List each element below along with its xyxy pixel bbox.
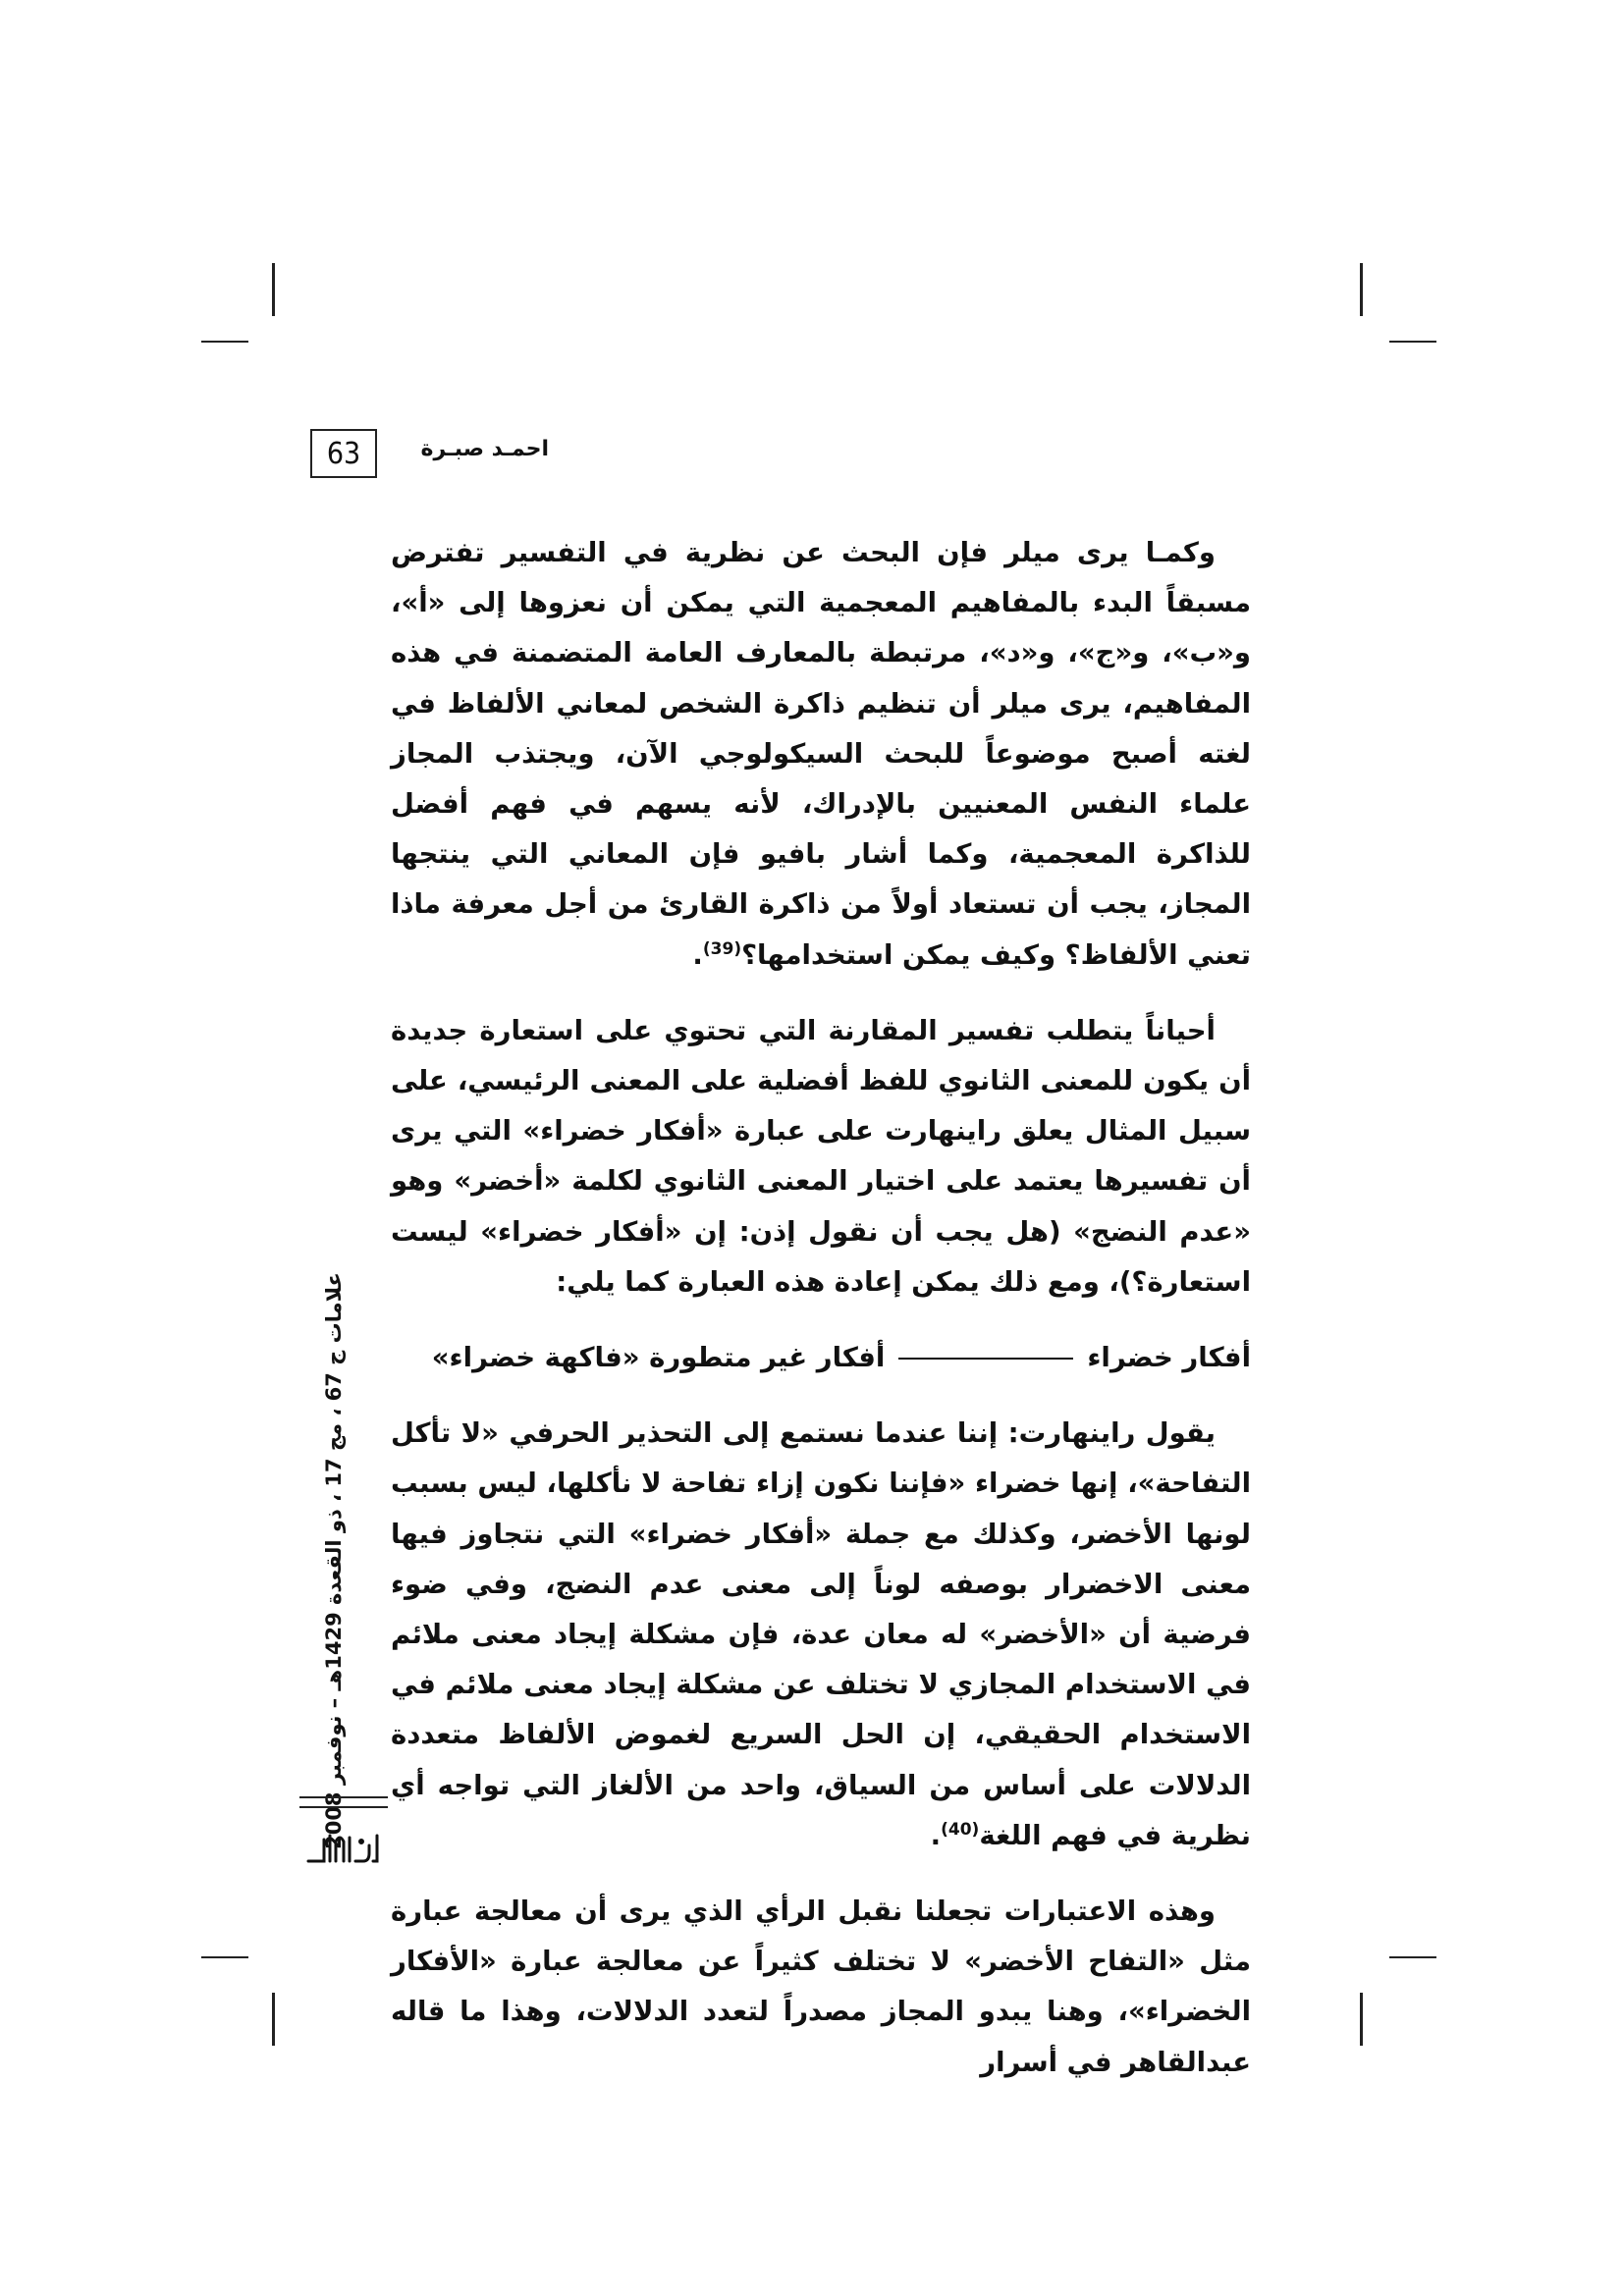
article-body [391,528,1251,2088]
crop-mark [1360,263,1363,316]
sidebar-rule [299,1796,388,1808]
example-line [391,1333,1251,1383]
example-right: أفكار خضراء [1087,1342,1251,1374]
crop-mark [1389,1956,1436,1958]
paragraph-2: أحياناً يتطلب تفسير المقارنة التي تحتوي على استعارة جديدة أن يكون للمعنى الثانوي للفظ أفضلية على المعنى الرئيسي، على سبيل المثال يعلق راينهارت على عبارة «أفكار خضراء» التي يرى أن تفسيرها يعتمد على اختيار المعنى الثانوي لكلمة «أخضر» وهو «عدم النضج» (هل يجب أن نقول إذن: إن «أفكار خضراء» ليست استعارة؟)، ومع ذلك يمكن إعادة هذه العبارة كما يلي: [391,1014,1251,1298]
example-dash [898,1358,1073,1360]
crop-mark [1389,341,1436,343]
paragraph-3: يقول راينهارت: إننا عندما نستمع إلى التحذير الحرفي «لا تأكل التفاحة»، إنها خضراء «فإننا نكون إزاء تفاحة لا نأكلها، ليس بسبب لونها الأخضر، وكذلك مع جملة «أفكار خضراء» التي نتجاوز فيها معنى الاخضرار بوصفه لوناً إلى معنى عدم النضج، وفي ضوء فرضية أن «الأخضر» له معان عدة، فإن مشكلة إيجاد معنى ملائم في الاستخدام المجازي لا تختلف عن مشكلة إيجاد معنى ملائم في الاستخدام الحقيقي، إن الحل السريع لغموض الألفاظ متعددة الدلالات على أساس من السياق، واحد من الألغاز التي تواجه أي نظرية في فهم اللغة$^{(40)}$. [391,1417,1251,1851]
footnote-ref-40: (40) [941,1819,980,1840]
journal-logo-icon [304,1828,381,1869]
page-number: 63 [310,429,377,478]
running-header-author: احمـد صبـرة [420,437,549,461]
footnote-ref-39: (39) [702,938,742,959]
crop-mark [1360,1993,1363,2046]
crop-mark [201,1956,248,1958]
crop-mark [272,263,275,316]
journal-issue-line: علامات ج 67 ، مج 17 ، ذو القعدة 1429هـ – نوفمبر 2008 [322,1272,346,1849]
example-left: أفكار غير متطورة «فاكهة خضراء» [431,1342,886,1374]
paragraph-4: وهذه الاعتبارات تجعلنا نقبل الرأي الذي يرى أن معالجة عبارة مثل «التفاح الأخضر» لا تختلف كثيراً عن معالجة عبارة «الأفكار الخضراء»، وهنا يبدو المجاز مصدراً لتعدد الدلالات، وهذا ما قاله عبدالقاهر في أسرار [391,1896,1251,2078]
crop-mark [272,1993,275,2046]
paragraph-1: وكمـا يرى ميلر فإن البحث عن نظرية في التفسير تفترض مسبقاً البدء بالمفاهيم المعجمية التي يمكن أن نعزوها إلى «أ»، و«ب»، و«ج»، و«د»، مرتبطة بالمعارف العامة المتضمنة في هذه المفاهيم، يرى ميلر أن تنظيم ذاكرة الشخص لمعاني الألفاظ في لغته أصبح موضوعاً للبحث السيكولوجي الآن، ويجتذب المجاز علماء النفس المعنيين بالإدراك، لأنه يسهم في فهم أفضل للذاكرة المعجمية، وكما أشار بافيو فإن المعاني التي ينتجها المجاز، يجب أن تستعاد أولاً من ذاكرة القارئ من أجل معرفة ماذا تعني الألفاظ؟ وكيف يمكن استخدامها؟$^{(39)}$. [391,537,1251,971]
crop-mark [201,341,248,343]
journal-sidebar [299,1237,368,1885]
